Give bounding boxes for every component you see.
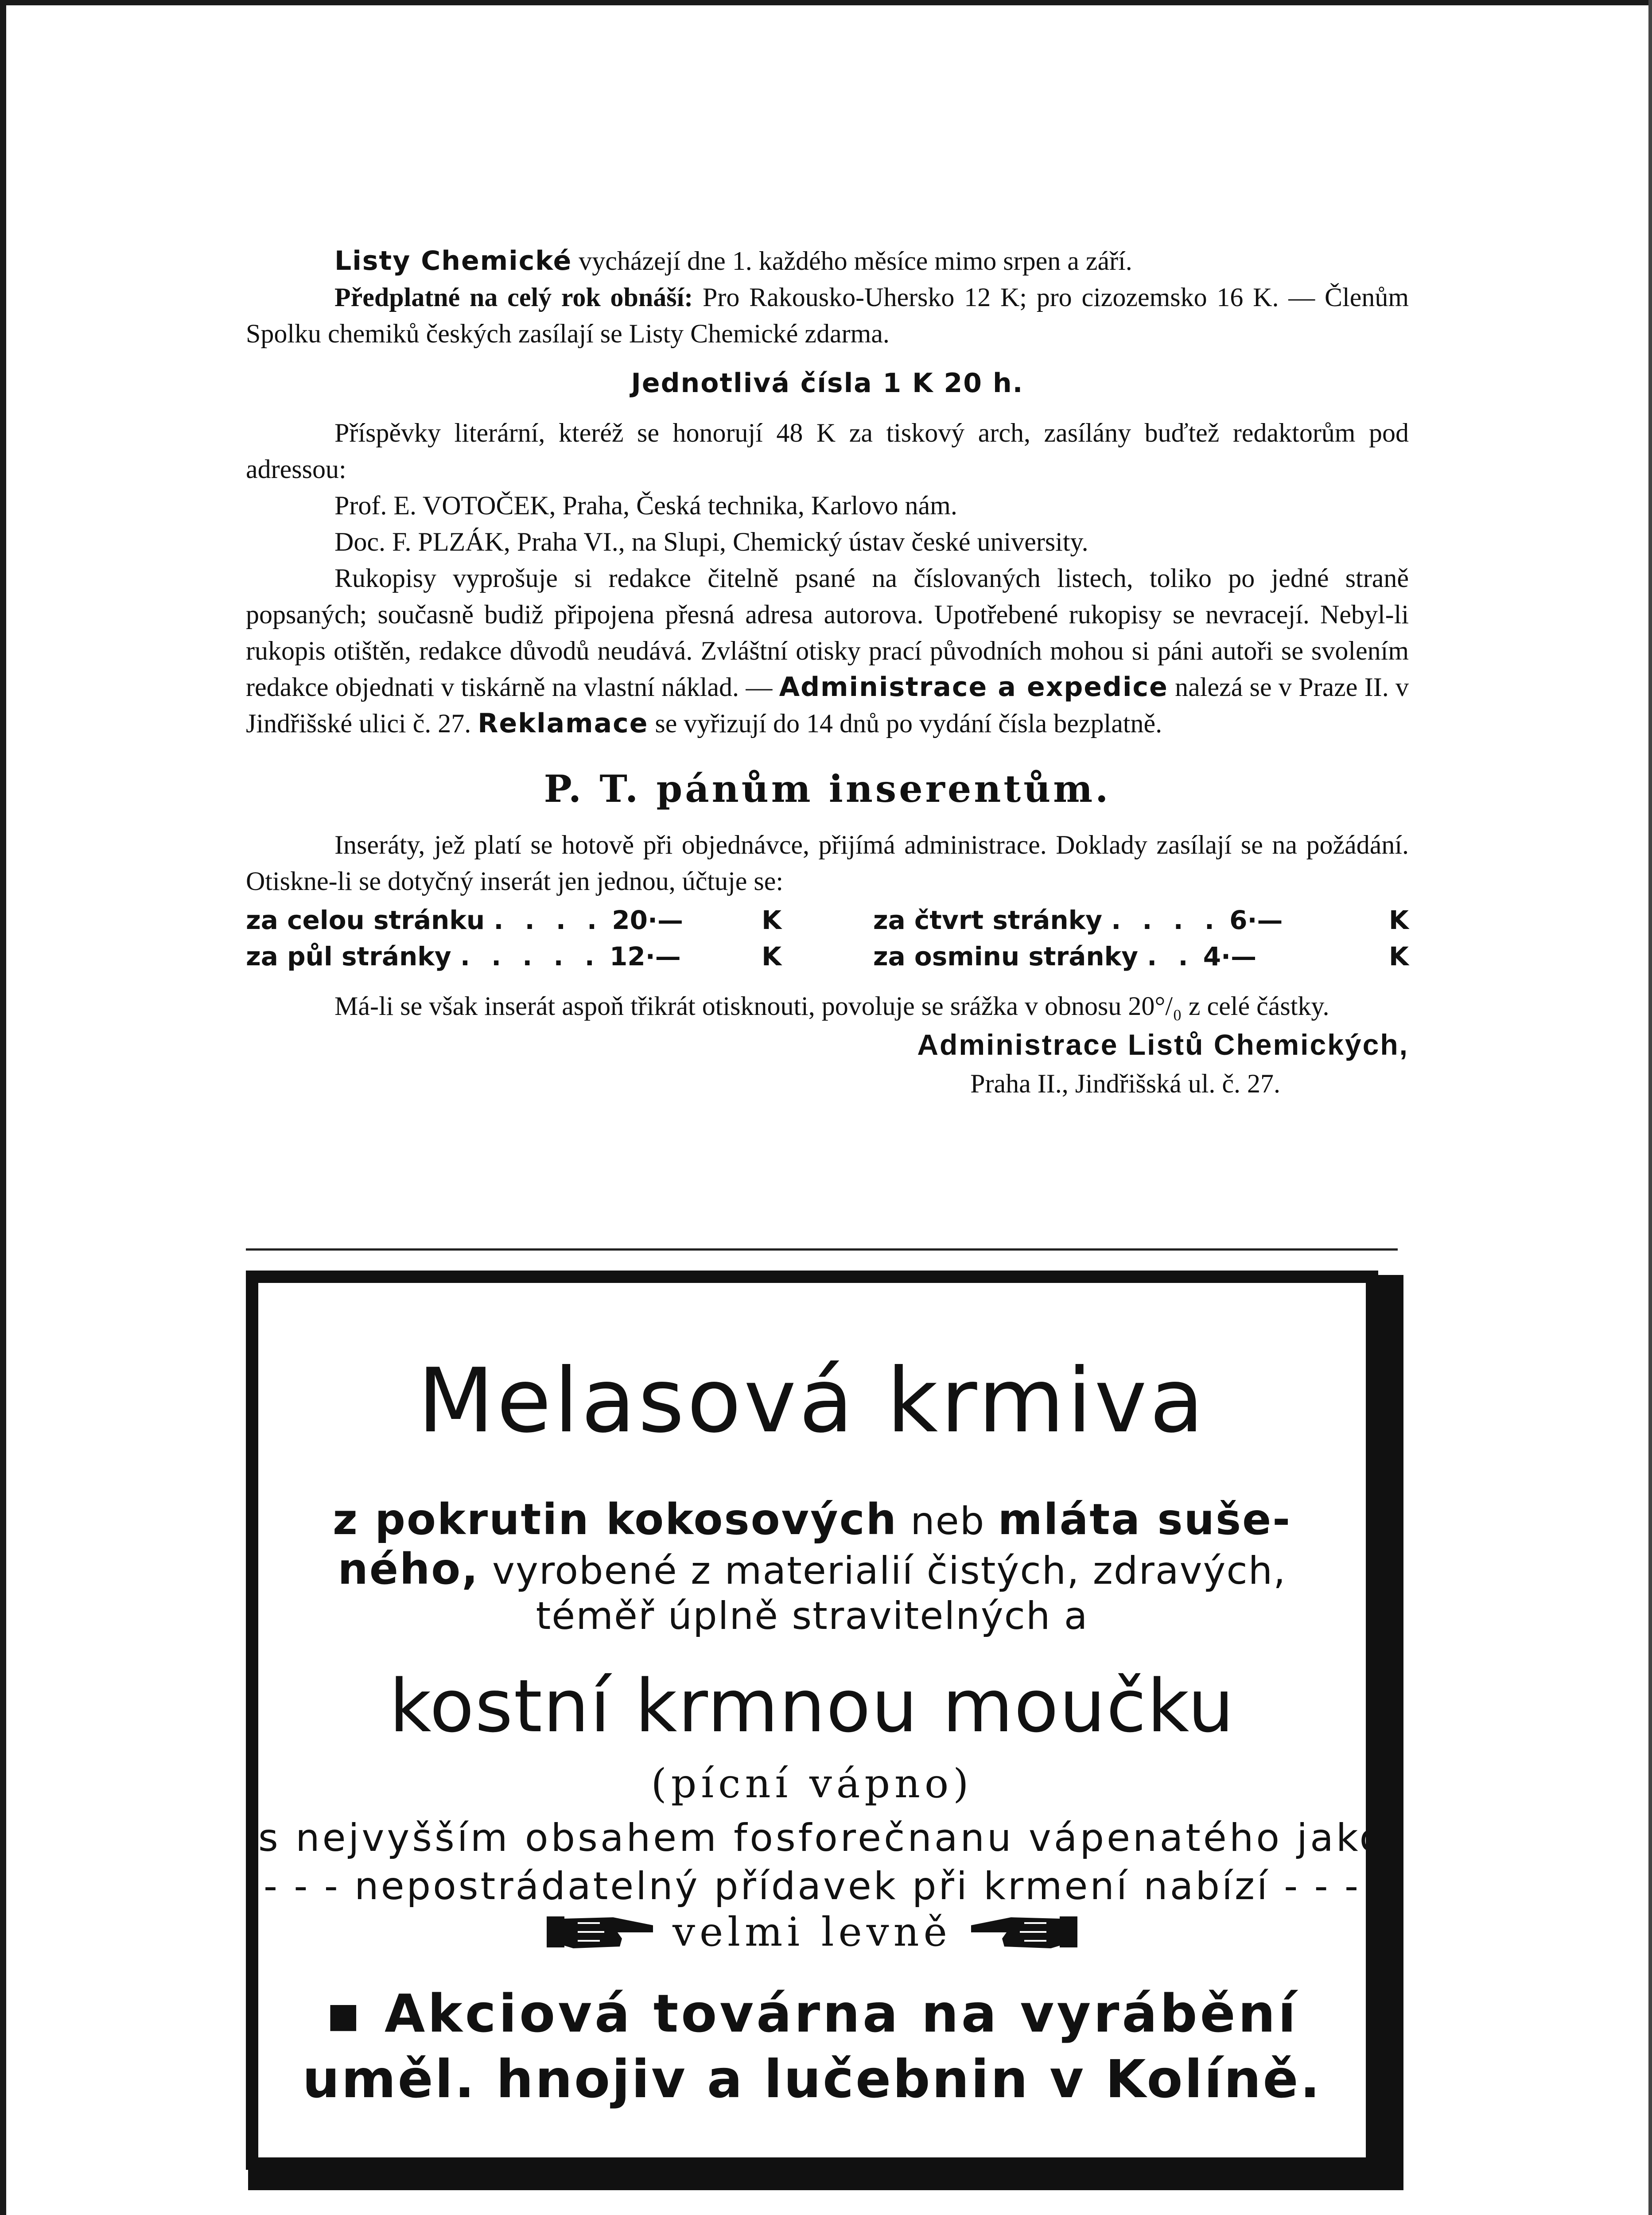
ad-line-3: téměř úplně stravitelných a (536, 1594, 1088, 1638)
page-edge-top (0, 0, 1652, 5)
signature: Administrace Listů Chemických, (917, 1028, 1409, 1061)
pointing-hand-left-icon (967, 1908, 1077, 1956)
administration-address: nalezá se v Praze II. v Jindřišské ulici č. 27. (246, 672, 1409, 738)
ad-company-line-2: uměl. hnojiv a lučebnin v Kolíně. (302, 2048, 1322, 2110)
section-divider (246, 1248, 1398, 1251)
advertising-info: Inseráty, jež platí se hotově při objednávce, přijímá administrace. Doklady zasílají se na požádání. Otiskne-li se dotyčný inserát jen jednou, účtuje se: (246, 830, 1409, 896)
ad-line-5: - - - nepostrádatelný přídavek při krmení nabízí - - - (263, 1864, 1361, 1908)
administration-label: Administrace a expedice (779, 672, 1168, 703)
ad-title-2: kostní krmnou moučku (389, 1664, 1235, 1749)
editor-address-2: Doc. F. PLZÁK, Praha VI., na Slupi, Chemický ústav české university. (334, 527, 1088, 556)
ad-cheap-row (258, 1908, 1366, 1956)
page-edge-right (1648, 0, 1652, 2215)
complaints-label: Reklamace (478, 708, 649, 739)
price-currency: K (762, 941, 782, 971)
ad-cheap-text: velmi levně (672, 1908, 952, 1955)
single-issue-price: Jednotlivá čísla 1 K 20 h. (631, 368, 1024, 399)
subscription-text: Pro Rakousko-Uhersko 12 K; pro cizozemsko 16 K. — Členům Spolku chemiků českých zasílají se Listy Chemické zdarma. (246, 283, 1409, 348)
editor-address-1: Prof. E. VOTOČEK, Praha, Česká technika, Karlovo nám. (334, 491, 957, 520)
price-table (246, 902, 1409, 975)
price-label: za půl stránky . . . . . 12·— (246, 941, 681, 971)
table-row (246, 902, 1409, 938)
journal-name: Listy Chemické (334, 245, 572, 276)
discount-info: Má-li se však inserát aspoň třikrát otisknouti, povoluje se srážka v obnosu 20°/₀ z celé částky. (334, 991, 1329, 1021)
advertisers-heading: P. T. pánům inserentům. (544, 767, 1111, 811)
manuscript-text: Rukopisy vyprošuje si redakce čitelně psané na číslovaných listech, toliko po jedné straně popsaných; současně budiž připojena přesná adresa autorova. Upotřebené rukopisy se nevracejí. Nebyl-li rukopis otištěn, redakce důvodů neudává. Zvláštní otisky prací původních mohou si páni autoři se svolením redakce objednati v tiskárně na vlastní náklad. — (246, 563, 1409, 702)
ad-line-4: s nejvyšším obsahem fosforečnanu vápenatého jako (258, 1816, 1386, 1860)
price-label: za čtvrt stránky . . . . 6·— (873, 905, 1283, 935)
pointing-hand-right-icon (547, 1908, 657, 1956)
subscription-info (246, 279, 1409, 352)
table-row (246, 938, 1409, 975)
publication-info (246, 243, 1409, 279)
ad-line-1: z pokrutin kokosových neb mláta suše- (332, 1495, 1292, 1544)
price-currency: K (1389, 941, 1409, 971)
manuscript-info (246, 560, 1409, 742)
advertisement (246, 1271, 1386, 2170)
complaints-text: se vyřizují do 14 dnů po vydání čísla bezplatně. (648, 709, 1162, 738)
price-label: za celou stránku . . . . 20·— (246, 905, 684, 935)
subscription-label: Předplatné na celý rok obnáší: (334, 283, 693, 312)
publication-schedule: vycházejí dne 1. každého měsíce mimo srpen a září. (572, 246, 1132, 276)
info-text-block (246, 243, 1409, 1102)
price-label: za osminu stránky . . 4·— (873, 941, 1257, 971)
price-currency: K (1389, 905, 1409, 935)
signature-address: Praha II., Jindřišská ul. č. 27. (970, 1069, 1280, 1098)
ad-company-line-1: ▪ Akciová továrna na vyrábění (325, 1983, 1299, 2044)
contributions-info: Příspěvky literární, kteréž se honorují 48 K za tiskový arch, zasílány buďtež redaktorům pod adressou: (246, 418, 1409, 484)
ad-title: Melasová krmiva (417, 1349, 1207, 1453)
ad-subtitle: (pícní vápno) (651, 1760, 973, 1807)
page-edge-left (0, 0, 6, 2215)
ad-line-2: ného, vyrobené z materialií čistých, zdravých, (338, 1544, 1287, 1594)
price-currency: K (762, 905, 782, 935)
